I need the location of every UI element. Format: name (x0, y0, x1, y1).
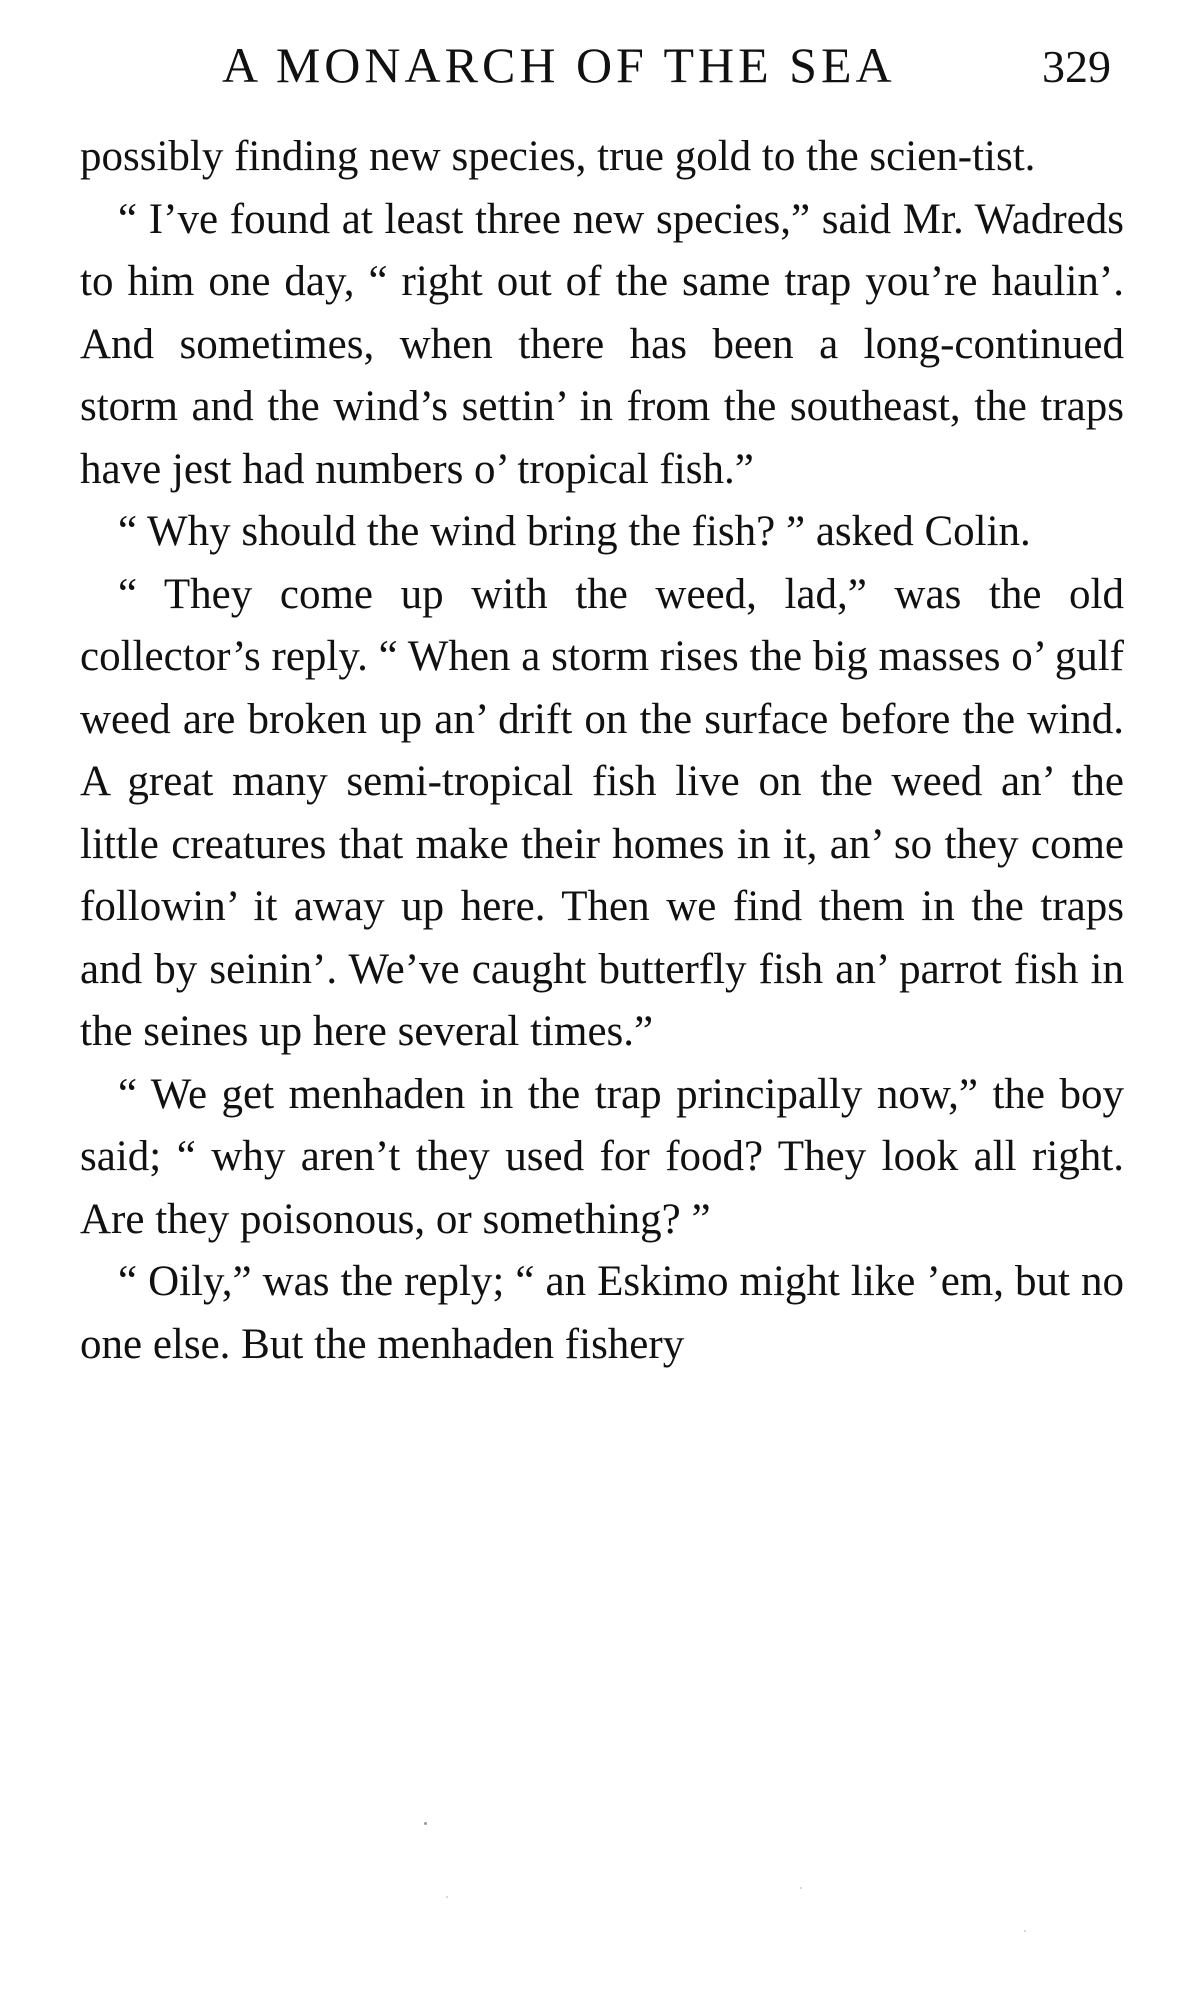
paragraph: possibly finding new species, true gold to the scien-tist. (80, 133, 1036, 180)
print-speck (1024, 1930, 1026, 1932)
print-speck (800, 1887, 802, 1889)
paragraph: “ They come up with the weed, lad,” was the old collector’s reply. “ When a storm rises the big masses o’ gulf weed are broken up an’ drift on the surface before the wind. A great many semi-tropical fish live on the weed an’ the little creatures that make their homes in it, an’ so they come followin’ it away up here. Then we find them in the traps and by seinin’. We’ve caught butterfly fish an’ parrot fish in the seines up here several times.” (80, 570, 1124, 1055)
print-speck (446, 1896, 448, 1898)
running-header (222, 30, 1122, 100)
paragraph: “ Oily,” was the reply; “ an Eskimo might like ’em, but no one else. But the menhaden fishery (80, 1258, 1124, 1368)
page-number: 329 (1042, 41, 1111, 92)
print-speck (424, 1822, 427, 1825)
paragraph: “ Why should the wind bring the fish? ” asked Colin. (118, 508, 1031, 555)
running-title: A MONARCH OF THE SEA (222, 37, 896, 93)
paragraph: “ I’ve found at least three new species,” said Mr. Wadreds to him one day, “ right out of the same trap you’re haulin’. And sometimes, when there has been a long-continued storm and the wind’s settin’ in from the southeast, the traps have jest had numbers o’ tropical fish.” (80, 195, 1124, 493)
body-text (80, 126, 1124, 1376)
paragraph: “ We get menhaden in the trap principally now,” the boy said; “ why aren’t they used for food? They look all right. Are they poisonous, or something? ” (80, 1070, 1124, 1243)
